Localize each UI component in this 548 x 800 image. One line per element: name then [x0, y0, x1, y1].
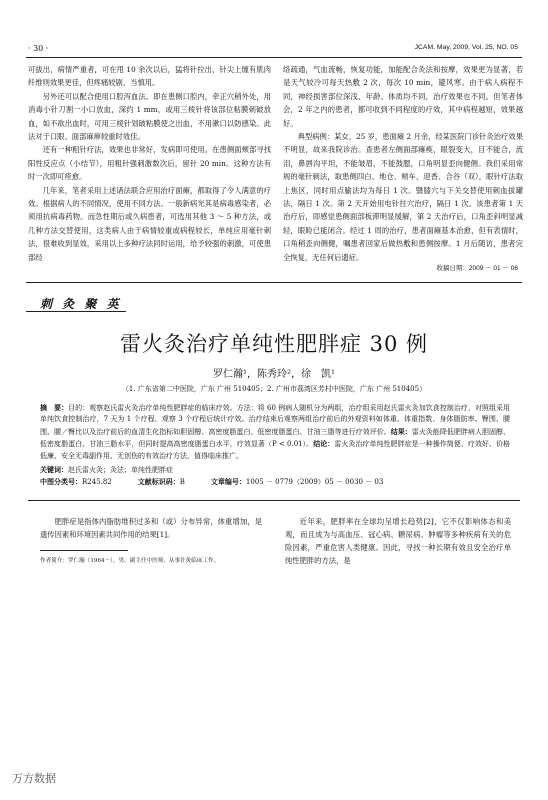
meta-divider	[28, 500, 520, 501]
journal-header: JCAM. May, 2009, Vol. 25, NO. 05	[414, 44, 518, 51]
body-left: 肥胖症是指体内脂肪堆积过多和（或）分布异常，体重增加，是遗传因素和环境因素共同作用的结果[1]。	[40, 517, 262, 539]
clc-value: R245.82	[82, 478, 112, 487]
authors: 罗仁瀚¹，陈秀玲²，徐 凯¹	[212, 369, 336, 380]
author-footnote: 作者简介：罗仁瀚（1964－），男，副主任中医师，从事针灸临床工作。	[40, 558, 220, 564]
keywords-label: 关键词：	[40, 465, 68, 474]
keywords-value: 赵氏雷火灸；灸法；单纯性肥胖症	[68, 466, 173, 474]
article-title: 雷火灸治疗单纯性肥胖症 30 例	[119, 332, 429, 356]
section-label: 刺 灸 聚 英	[40, 297, 122, 311]
result-text: 雷火灸能降低肥胖病人胆固醇、低密度脂蛋白、甘油三脂水平，但同时提高高密度脂蛋白水平，疗效显著（P < 0.01）。	[40, 427, 511, 449]
affiliation: （1. 广东省第二中医院，广东 广州 510405；2. 广州市荔湾区芳村中医院，广东 广州 510405）	[121, 385, 427, 393]
received-date: 收稿日期：2009 － 01 － 06	[436, 265, 518, 272]
article-meta	[40, 464, 510, 489]
watermark: 万方数据	[12, 773, 56, 785]
abstract-label: 摘 要：	[40, 403, 69, 412]
paragraph: 络疏通，气血流畅，恢复功能，加能配合灸法和按摩，效果更为显著，若是天气较冷可每天热敷 2 次，每次 10 min，避风寒。由于病人病程不同，神经损害部位深浅、年龄、体质均不同，治疗效果也不同。但笔者体会，2 年之内的患者，都可收到不同程度的疗效，其中病程越短，效果越好。	[283, 65, 523, 128]
header-divider	[26, 57, 522, 58]
article-number-value: 1005 － 0779（2009）05 － 0030 － 03	[245, 478, 384, 487]
abstract	[40, 402, 510, 462]
body-right: 近年来，肥胖率在全球均呈增长趋势[2]，它不仅影响体态和美观，而且成为与高血压、冠心病、糖尿病、肿瘤等多种疾病有关的危险因素，严重危害人类健康。因此，寻找一种长期有效且安全治疗单纯性肥胖的方法，是	[285, 517, 511, 565]
abstract-text: 目的：观察赵氏雷火灸治疗单纯性肥胖症的临床疗效。方法：将 60 例病人随机分为两组，治疗组采用赵氏雷火灸加饮食控制治疗，对照组采用单纯饮食控制治疗，7 天为 1 个疗程，观察 3 个疗程后统计疗效。治疗结束后观察两组治疗前后的外观资料如体重、体重指数、身体脂肪率、臀围、腰围、腰／臀比以及治疗前后的血清生化指标如胆固醇、高密度脂蛋白、低密度脂蛋白、甘油三脂等进行疗效评价。	[40, 404, 511, 436]
paragraph: 可拔出，病情严重者，可在甩 10 余次以后，猛将针拉出，针尖上缠有肌肉纤维则效果更佳，但疼痛较剧，当慎用。	[28, 65, 271, 88]
paragraph: 还有一种粗针疗法，效果也非常好，发病即可使用。在患侧面颊部寻找阳性反应点（小结节），用粗针强刺激数次后，留针 20 min。这种方法有时一次即可痊愈。	[28, 145, 271, 182]
section-underline	[26, 311, 126, 312]
page-number: · 30 ·	[28, 44, 49, 53]
conclusion-label: 结论：	[313, 439, 335, 449]
doc-code-value: B	[179, 478, 185, 487]
right-column	[283, 63, 523, 264]
paragraph: 另外还可以配合使用口腔泻血法。即在患侧口腔内，牵正穴稍外处，用消毒小针刀割一小口放血，深约 1 mm，或用三棱针将该部位粘膜刺破放血，如不欲出血时，可用三棱针划破粘膜使之出血，不用漱口以防感染。此法对于口眼、面部麻痹较重时效佳。	[28, 91, 271, 142]
section-divider	[26, 282, 522, 283]
clc-label: 中图分类号：	[40, 477, 82, 487]
paragraph: 典型病例：某女，25 岁，患面瘫 2 月余，经某医院门诊针灸治疗效果不明显，故来我院诊治。查患者左侧面部瘫痪，眼裂变大，目不能合，流泪，鼻唇沟平坦，不能皱眉，不能鼓腮，口角明显歪向健侧。我们采用常规的毫针刺法，取患侧四白、地仓、颊车、迎香、合谷（双），眼针疗法取上焦区，同时用点腧法均为每日 1 次。翳膝穴与下关交替使用刺血拔罐法，隔日 1 次。第 2 天开始用电针拄穴治疗，隔日 1 次。该患者第 1 天治疗后，即感觉患侧面部板滞明显缓解，第 2 天治疗后，口角歪斜明显减轻，眼睑已能闭合。经过 1 周的治疗，患者面瘫基本治愈，但有表情时，口角稍歪向侧健，嘱患者回家后做热敷和患侧按摩。1 月后随访，患者完全恢复，无任何后遗症。	[283, 132, 523, 262]
result-label: 结果：	[390, 426, 412, 436]
conclusion-text: 雷火灸治疗单纯性肥胖症是一种操作简便、疗效好、价格低廉、安全无毒副作用、无创伤的有效治疗方法，值得临床推广。	[40, 440, 511, 460]
paragraph: 几年来，笔者采用上述诸法联合应用治疗面瘫，都取得了令人满意的疗效。根据病人的不同情况，使用不同方法。一般新病光其是病毒感染者，必须用抗病毒药物。而急性期后或久病患者，可选用其他 3 ～ 5 种方法，或几种方法交替使用，这类病人由于病情较重或病程较长，单纯应用毫针刺法，很难收到显效，采用以上多种疗法同时运用，给予较强的刺激，可使患部经	[28, 185, 271, 262]
left-column	[28, 63, 271, 264]
article-number-label: 文章编号：	[210, 477, 246, 487]
footnote-divider	[40, 550, 128, 551]
doc-code-label: 文献标识码：	[137, 477, 180, 487]
